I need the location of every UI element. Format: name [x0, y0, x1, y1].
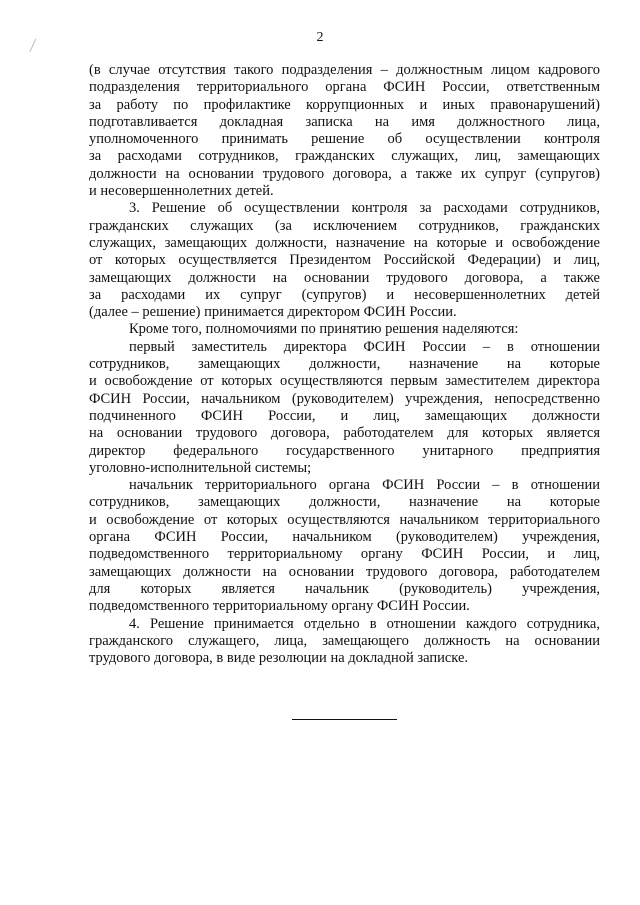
- page-number: 2: [316, 30, 324, 45]
- text-line: гражданского служащего, лица, замещающего должность на основании: [89, 632, 600, 649]
- text-line: подразделения территориального органа ФСИН России, ответственным: [89, 79, 600, 96]
- text-line: должности на основании трудового договора, а также их супруг (супругов): [89, 165, 600, 182]
- text-line: начальник территориального органа ФСИН России – в отношении: [129, 477, 600, 494]
- text-line: и освобождение от которых осуществляются начальником территориального: [89, 511, 600, 528]
- text-line: замещающих должности на основании трудового договора, работодателем: [89, 563, 600, 580]
- text-line: подготавливается докладная записка на имя должностного лица,: [89, 113, 600, 130]
- text-line: подведомственного территориальному органу ФСИН России.: [89, 598, 470, 615]
- text-line: за расходами их супруг (супругов) и несовершеннолетних детей: [89, 286, 600, 303]
- text-line: подчиненного ФСИН России, и лиц, замещающих должности: [89, 407, 600, 424]
- text-line: за расходами сотрудников, гражданских служащих, лиц, замещающих: [89, 148, 600, 165]
- text-line: замещающих должности на основании трудового договора, а также: [89, 269, 600, 286]
- text-line: директор федерального государственного унитарного предприятия: [89, 442, 600, 459]
- text-line: сотрудников, замещающих должности, назначение на которые: [89, 494, 600, 511]
- text-line: 3. Решение об осуществлении контроля за расходами сотрудников,: [129, 200, 600, 217]
- text-line: органа ФСИН России, начальником (руководителем) учреждения,: [89, 529, 600, 546]
- text-line: на основании трудового договора, работодателем для которых является: [89, 425, 600, 442]
- end-separator-line: [292, 719, 397, 720]
- text-line: ФСИН России, начальником (руководителем) учреждения, непосредственно: [89, 390, 600, 407]
- text-line: трудового договора, в виде резолюции на докладной записке.: [89, 650, 469, 667]
- text-line: гражданских служащих (за исключением сотрудников, гражданских: [89, 217, 600, 234]
- text-line: от которых осуществляется Президентом Российской Федерации) и лиц,: [89, 252, 600, 269]
- text-line: за работу по профилактике коррупционных и иных правонарушений): [89, 96, 600, 113]
- text-line: подведомственного территориальному органу ФСИН России, и лиц,: [89, 546, 600, 563]
- text-line: служащих, замещающих должности, назначение на которые и освобождение: [89, 234, 600, 251]
- text-line: для которых является начальник (руководитель) учреждения,: [89, 580, 600, 597]
- text-line: (в случае отсутствия такого подразделения – должностным лицом кадрового: [89, 62, 600, 78]
- text-line: и освобождение от которых осуществляются первым заместителем директора: [89, 373, 600, 390]
- text-line: Кроме того, полномочиями по принятию решения наделяются:: [129, 321, 519, 338]
- text-line: уполномоченного принимать решение об осуществлении контроля: [89, 131, 600, 148]
- text-line: 4. Решение принимается отдельно в отношении каждого сотрудника,: [129, 615, 600, 632]
- document-body: [89, 62, 600, 667]
- text-line: первый заместитель директора ФСИН России – в отношении: [129, 338, 600, 355]
- text-line: сотрудников, замещающих должности, назначение на которые: [89, 356, 600, 373]
- text-line: уголовно-исполнительной системы;: [89, 459, 312, 476]
- text-line: (далее – решение) принимается директором ФСИН России.: [89, 304, 457, 321]
- text-line: и несовершеннолетних детей.: [89, 183, 274, 200]
